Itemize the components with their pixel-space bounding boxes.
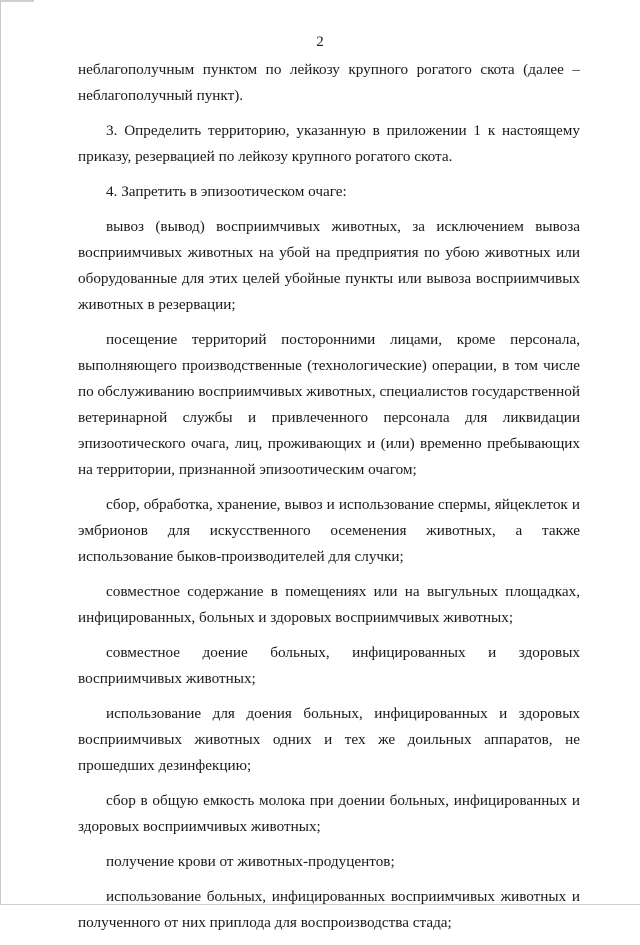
prohibition-semen: сбор, обработка, хранение, вывоз и использование спермы, яйцеклеток и эмбрионов для искусственного осеменения животных, а также использование быков-производителей для случки; — [78, 496, 580, 565]
prohibition-reproduction: использование больных, инфицированных восприимчивых животных и полученного от них приплода для воспроизводства стада; — [78, 888, 580, 931]
prohibition-removal: вывоз (вывод) восприимчивых животных, за исключением вывоза восприимчивых животных на убой на предприятия по убою животных или оборудованные для этих целей убойные пункты или вывоза восприимчивых животных в резервации; — [78, 218, 580, 313]
prohibition-milking-machines: использование для доения больных, инфицированных и здоровых восприимчивых животных одних и тех же доильных аппаратов, не прошедших дезинфекцию; — [78, 705, 580, 774]
scan-top-mark — [0, 0, 34, 2]
page-number: 2 — [316, 34, 324, 50]
paragraph-item-3: 3. Определить территорию, указанную в приложении 1 к настоящему приказу, резервацией по лейкозу крупного рогатого скота. — [78, 122, 580, 165]
prohibition-joint-keeping: совместное содержание в помещениях или на выгульных площадках, инфицированных, больных и здоровых восприимчивых животных; — [78, 583, 580, 626]
paragraph-continuation: неблагополучным пунктом по лейкозу крупного рогатого скота (далее – неблагополучный пункт). — [78, 61, 580, 104]
document-body — [78, 57, 580, 945]
prohibition-joint-milking: совместное доение больных, инфицированных и здоровых восприимчивых животных; — [78, 644, 580, 687]
prohibition-blood: получение крови от животных-продуцентов; — [106, 853, 395, 870]
paragraph-item-4: 4. Запретить в эпизоотическом очаге: — [106, 183, 347, 200]
prohibition-visits: посещение территорий посторонними лицами, кроме персонала, выполняющего производственные (технологические) операции, в том числе по обслуживанию восприимчивых животных, специалистов государственной ветеринарной службы и привлеченного персонала для ликвидации эпизоотического очага, лиц, проживающих и (или) временно пребывающих на территории, признанной эпизоотическим очагом; — [78, 331, 580, 478]
scan-left-edge — [0, 0, 1, 905]
prohibition-milk-collection: сбор в общую емкость молока при доении больных, инфицированных и здоровых восприимчивых животных; — [78, 792, 580, 835]
